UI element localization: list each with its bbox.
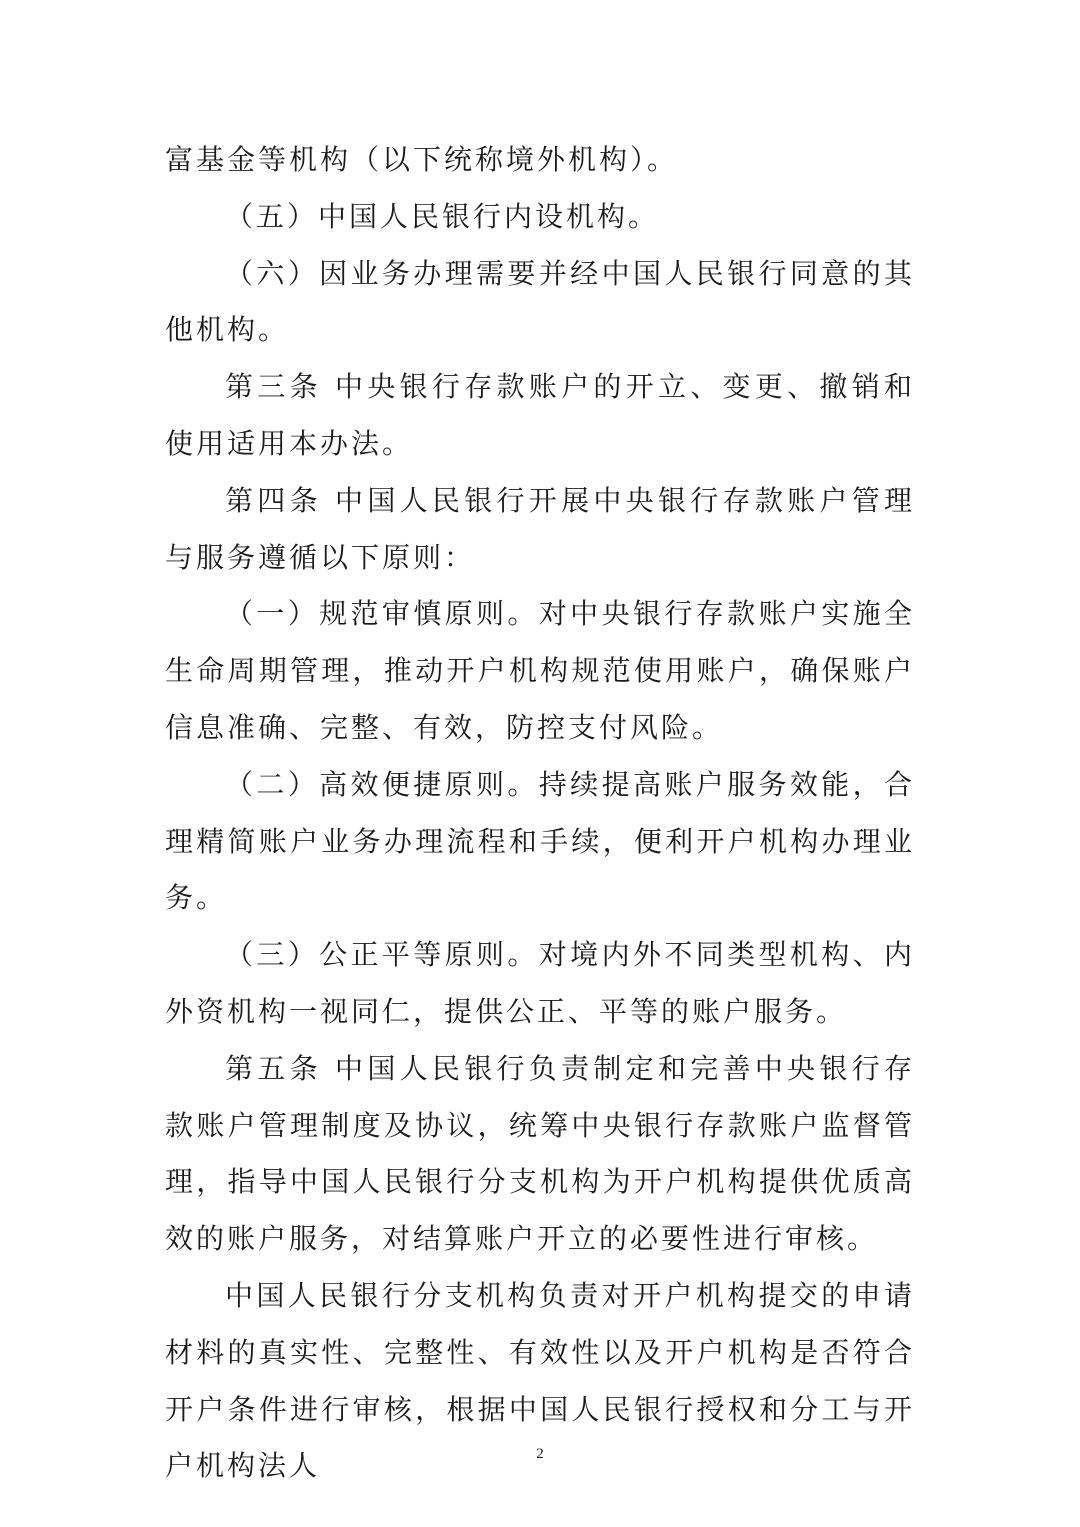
- page-number: 2: [536, 1446, 544, 1462]
- document-body: [165, 132, 915, 1495]
- paragraph-article-3: 第三条 中央银行存款账户的开立、变更、撤销和使用适用本办法。: [165, 370, 915, 460]
- paragraph-article-5-part-2: 中国人民银行分支机构负责对开户机构提交的申请材料的真实性、完整性、有效性以及开户机构是否符合开户条件进行审核，根据中国人民银行授权和分工与开户机构法人: [165, 1278, 915, 1483]
- paragraph-principle-1: （一）规范审慎原则。对中央银行存款账户实施全生命周期管理，推动开户机构规范使用账户，确保账户信息准确、完整、有效，防控支付风险。: [165, 597, 915, 744]
- paragraph-continuation: 富基金等机构（以下统称境外机构）。: [165, 143, 679, 176]
- paragraph-item-6: （六）因业务办理需要并经中国人民银行同意的其他机构。: [165, 256, 915, 347]
- paragraph-principle-3: （三）公正平等原则。对境内外不同类型机构、内外资机构一视同仁，提供公正、平等的账户服务。: [165, 938, 915, 1028]
- paragraph-item-5: （五）中国人民银行内设机构。: [225, 199, 660, 233]
- paragraph-article-5: 第五条 中国人民银行负责制定和完善中央银行存款账户管理制度及协议，统筹中央银行存款账户监督管理，指导中国人民银行分支机构为开户机构提供优质高效的账户服务，对结算账户开立的必要性进行审核。: [165, 1051, 915, 1256]
- paragraph-article-4: 第四条 中国人民银行开展中央银行存款账户管理与服务遵循以下原则：: [165, 483, 915, 574]
- paragraph-principle-2: （二）高效便捷原则。持续提高账户服务效能，合理精简账户业务办理流程和手续，便利开户机构办理业务。: [165, 767, 915, 915]
